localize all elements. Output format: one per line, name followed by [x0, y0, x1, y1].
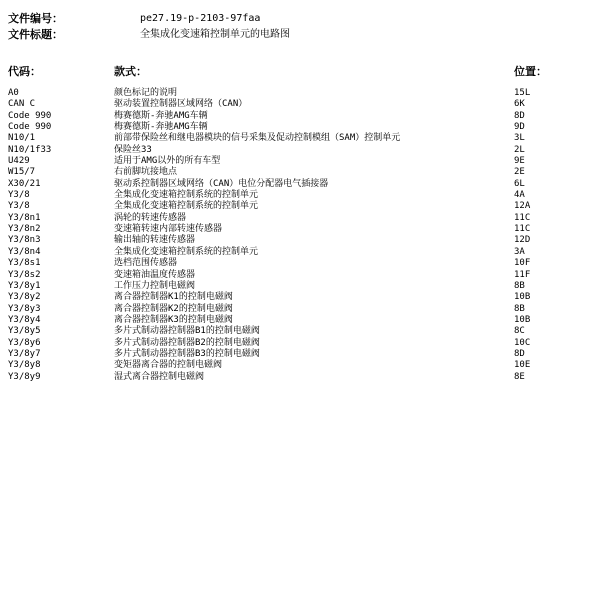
list-item: [0, 88, 607, 99]
model-column-header: 款式：: [114, 65, 147, 78]
component-position: 8D: [514, 110, 525, 121]
component-code: Y3/8: [8, 201, 30, 212]
list-item: [0, 145, 607, 156]
code-column-header: 代码：: [8, 65, 41, 78]
list-item: [0, 360, 607, 371]
list-item: [0, 167, 607, 178]
component-code: N10/1f33: [8, 144, 52, 155]
component-code: Code 990: [8, 110, 52, 121]
component-position: 3L: [514, 133, 525, 144]
component-position: 9E: [514, 156, 525, 167]
component-position: 9D: [514, 122, 525, 133]
component-description: 选档范围传感器: [114, 258, 178, 269]
component-position: 12A: [514, 201, 531, 212]
component-code: Y3/8: [8, 190, 30, 201]
list-item: [0, 111, 607, 122]
component-description: 颜色标记的说明: [114, 88, 178, 98]
component-position: 10E: [514, 360, 531, 371]
component-description: 湿式离合器控制电磁阀: [114, 371, 205, 382]
list-item: [0, 156, 607, 167]
component-description: 工作压力控制电磁阀: [114, 280, 196, 291]
component-code: CAN C: [8, 99, 36, 110]
component-position: 3A: [514, 246, 525, 257]
list-item: [0, 315, 607, 326]
component-position: 11F: [514, 269, 531, 280]
component-position: 6L: [514, 178, 525, 189]
component-code: Code 990: [8, 122, 52, 133]
component-description: 保险丝33: [114, 144, 152, 155]
component-position: 11C: [514, 224, 531, 235]
component-code: Y3/8y3: [8, 303, 41, 314]
component-list: [0, 88, 607, 383]
component-code: Y3/8s1: [8, 258, 41, 269]
component-code: Y3/8y7: [8, 348, 41, 359]
component-code: Y3/8n1: [8, 212, 41, 223]
list-item: [0, 190, 607, 201]
list-item: [0, 338, 607, 349]
doc-number-value: pe27.19-p-2103-97faa: [140, 13, 261, 24]
component-position: 8B: [514, 303, 525, 314]
component-code: Y3/8n3: [8, 235, 41, 246]
component-description: 输出轴的转速传感器: [114, 235, 196, 246]
component-code: W15/7: [8, 167, 36, 178]
component-description: 梅赛德斯-奔驰AMG车辆: [114, 110, 208, 121]
list-item: [0, 235, 607, 246]
component-description: 离合器控制器K1的控制电磁阀: [114, 292, 233, 303]
list-item: [0, 213, 607, 224]
list-item: [0, 326, 607, 337]
component-code: U429: [8, 156, 30, 167]
component-code: A0: [8, 88, 19, 98]
component-description: 驱动装置控制器区域网络（CAN）: [114, 99, 248, 110]
component-position: 6K: [514, 99, 525, 110]
component-description: 多片式制动器控制器B2的控制电磁阀: [114, 337, 260, 348]
list-item: [0, 292, 607, 303]
component-description: 适用于AMG以外的所有车型: [114, 156, 221, 167]
list-item: [0, 99, 607, 110]
component-description: 多片式制动器控制器B1的控制电磁阀: [114, 326, 260, 337]
component-description: 涡轮的转速传感器: [114, 212, 187, 223]
doc-number-label: 文件编号：: [8, 12, 63, 25]
component-position: 4A: [514, 190, 525, 201]
component-description: 变速箱油温度传感器: [114, 269, 196, 280]
component-code: Y3/8y2: [8, 292, 41, 303]
list-item: [0, 247, 607, 258]
component-code: X30/21: [8, 178, 41, 189]
component-position: 2E: [514, 167, 525, 178]
component-description: 前部带保险丝和继电器模块的信号采集及促动控制模组（SAM）控制单元: [114, 133, 401, 144]
component-code: Y3/8s2: [8, 269, 41, 280]
list-item: [0, 372, 607, 383]
component-description: 全集成化变速箱控制系统的控制单元: [114, 246, 259, 257]
component-code: Y3/8y4: [8, 314, 41, 325]
position-column-header: 位置：: [514, 65, 547, 78]
doc-title-value: 全集成化变速箱控制单元的电路图: [140, 29, 290, 40]
component-code: Y3/8y5: [8, 326, 41, 337]
component-description: 离合器控制器K2的控制电磁阀: [114, 303, 233, 314]
list-item: [0, 122, 607, 133]
component-code: Y3/8y6: [8, 337, 41, 348]
doc-title-label: 文件标题：: [8, 28, 63, 41]
list-item: [0, 201, 607, 212]
component-position: 12D: [514, 235, 531, 246]
list-item: [0, 133, 607, 144]
component-description: 右前脚坑接地点: [114, 167, 178, 178]
component-position: 8C: [514, 326, 525, 337]
list-item: [0, 304, 607, 315]
list-item: [0, 179, 607, 190]
component-description: 驱动系控制器区域网络（CAN）电位分配器电气插接器: [114, 178, 329, 189]
component-code: Y3/8y1: [8, 280, 41, 291]
component-position: 15L: [514, 88, 531, 98]
component-position: 10B: [514, 292, 531, 303]
component-code: N10/1: [8, 133, 36, 144]
component-position: 11C: [514, 212, 531, 223]
component-code: Y3/8y8: [8, 360, 41, 371]
component-position: 8E: [514, 371, 525, 382]
component-description: 梅赛德斯-奔驰AMG车辆: [114, 122, 208, 133]
component-code: Y3/8n4: [8, 246, 41, 257]
component-code: Y3/8y9: [8, 371, 41, 382]
component-description: 变速箱转速内部转速传感器: [114, 224, 223, 235]
component-position: 8B: [514, 280, 525, 291]
list-item: [0, 349, 607, 360]
component-description: 全集成化变速箱控制系统的控制单元: [114, 201, 259, 212]
list-item: [0, 281, 607, 292]
component-description: 离合器控制器K3的控制电磁阀: [114, 314, 233, 325]
component-position: 10B: [514, 314, 531, 325]
component-position: 10C: [514, 337, 531, 348]
component-description: 全集成化变速箱控制系统的控制单元: [114, 190, 259, 201]
component-position: 2L: [514, 144, 525, 155]
component-position: 10F: [514, 258, 531, 269]
list-item: [0, 258, 607, 269]
component-code: Y3/8n2: [8, 224, 41, 235]
list-item: [0, 270, 607, 281]
component-description: 多片式制动器控制器B3的控制电磁阀: [114, 348, 260, 359]
component-position: 8D: [514, 348, 525, 359]
component-description: 变矩器离合器的控制电磁阀: [114, 360, 223, 371]
list-item: [0, 224, 607, 235]
